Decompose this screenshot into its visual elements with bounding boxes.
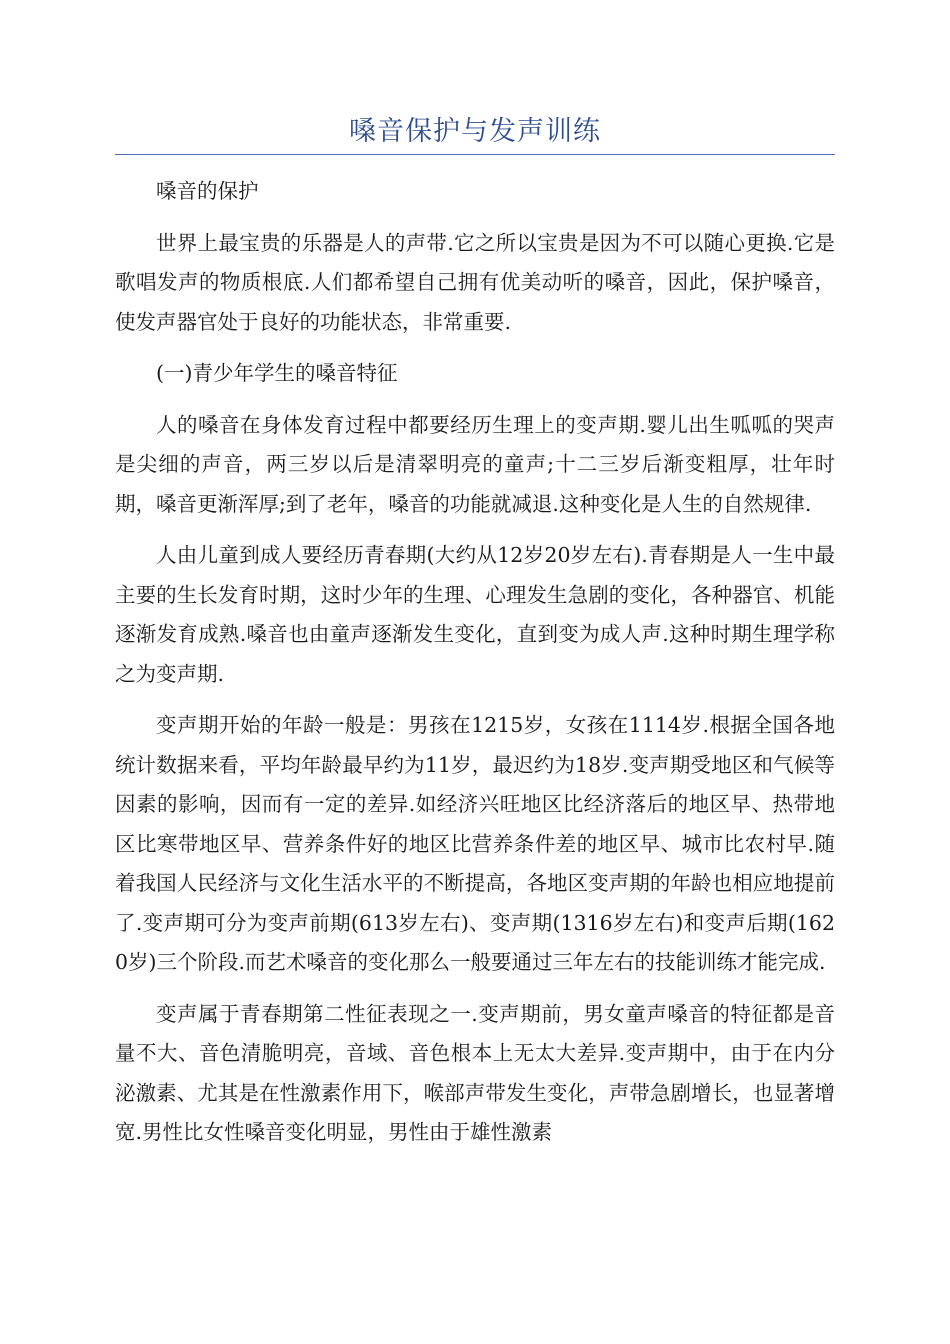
subsection-heading: (一)青少年学生的嗓音特征 <box>156 361 398 385</box>
paragraph: 人的嗓音在身体发育过程中都要经历生理上的变声期.婴儿出生呱呱的哭声是尖细的声音，两三岁以后是清翠明亮的童声;十二三岁后渐变粗厚，壮年时期，嗓音更渐浑厚;到了老年，嗓音的功能就减退.这种变化是人生的自然规律. <box>115 412 835 516</box>
document-body <box>115 172 835 1165</box>
section-heading-voice-protection: 嗓音的保护 <box>156 179 259 203</box>
paragraph: 人由儿童到成人要经历青春期(大约从12岁20岁左右).青春期是人一生中最主要的生长发育时期，这时少年的生理、心理发生急剧的变化，各种器官、机能逐渐发育成熟.嗓音也由童声逐渐发生变化，直到变为成人声.这种时期生理学称之为变声期. <box>115 543 835 686</box>
title-underline <box>115 154 835 155</box>
paragraph: 变声属于青春期第二性征表现之一.变声期前，男女童声嗓音的特征都是音量不大、音色清脆明亮，音域、音色根本上无太大差异.变声期中，由于在内分泌激素、尤其是在性激素作用下，喉部声带发生变化，声带急剧增长，也显著增宽.男性比女性嗓音变化明显，男性由于雄性激素 <box>115 1001 835 1144</box>
paragraph: 变声期开始的年龄一般是：男孩在1215岁，女孩在1114岁.根据全国各地统计数据来看，平均年龄最早约为11岁，最迟约为18岁.变声期受地区和气候等因素的影响，因而有一定的差异.如经济兴旺地区比经济落后的地区早、热带地区比寒带地区早、营养条件好的地区比营养条件差的地区早、城市比农村早.随着我国人民经济与文化生活水平的不断提高，各地区变声期的年龄也相应地提前了.变声期可分为变声前期(613岁左右)、变声期(1316岁左右)和变声后期(1620岁)三个阶段.而艺术嗓音的变化那么一般要通过三年左右的技能训练才能完成. <box>115 713 835 974</box>
paragraph: 世界上最宝贵的乐器是人的声带.它之所以宝贵是因为不可以随心更换.它是歌唱发声的物质根底.人们都希望自己拥有优美动听的嗓音，因此，保护嗓音，使发声器官处于良好的功能状态，非常重要. <box>115 230 835 334</box>
document-title: 嗓音保护与发声训练 <box>349 116 601 147</box>
